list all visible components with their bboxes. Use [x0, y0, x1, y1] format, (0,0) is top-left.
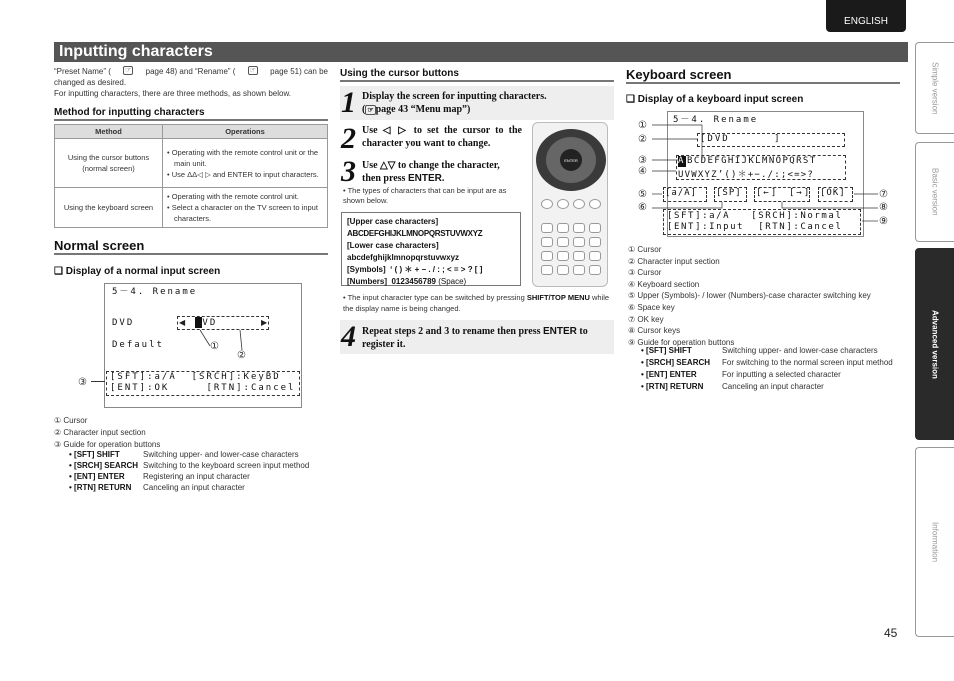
op-desc: Canceling an input character — [722, 382, 824, 391]
screen-title: 5－4. Rename — [112, 287, 198, 297]
list-item: • Operating with the remote control unit or the main unit. — [167, 147, 319, 168]
op-text: Select a character on the TV screen to input characters. — [171, 203, 318, 223]
marker-1: ① — [210, 341, 219, 352]
op-desc: Switching upper- and lower-case characters — [143, 450, 299, 459]
enter-key-label: ENTER — [543, 326, 577, 337]
legend-item: ⑨ Guide for operation buttons — [628, 337, 735, 347]
legend-item: ④ Keyboard section — [628, 279, 700, 289]
legend-item: ③ Guide for operation buttons — [54, 440, 161, 449]
intro-text — [54, 66, 328, 99]
step-3-line1: Use △▽ to change the character, — [362, 160, 500, 171]
op-key: • [SRCH] SEARCH — [69, 461, 139, 470]
kb-left-key[interactable]: [←] — [756, 188, 779, 198]
op-key: • [SFT] SHIFT — [641, 346, 692, 355]
op-text: Operating with the remote control unit. — [171, 192, 299, 201]
op-key: • [RTN] RETURN — [641, 382, 704, 391]
callout-lines — [200, 326, 250, 356]
normal-legend — [54, 415, 160, 451]
marker-2: ② — [237, 350, 246, 361]
step-3-then: then press — [362, 173, 406, 184]
cursor-buttons-heading-text: Using the cursor buttons — [340, 68, 459, 79]
op-row — [641, 369, 899, 380]
op-row — [69, 482, 327, 493]
kb-marker-6: ⑥ — [638, 202, 647, 213]
remote-button — [573, 223, 585, 233]
op-row — [69, 449, 327, 460]
normal-screen-heading — [54, 238, 328, 255]
charset-value: ABCDEFGHIJKLMNOPQRSTUVWXYZ — [347, 229, 483, 238]
enter-key-label: ENTER — [407, 173, 442, 184]
method-cell: Using the keyboard screen — [55, 188, 163, 228]
kb-right-key[interactable]: [→] — [789, 188, 812, 198]
kb-marker-1: ① — [638, 120, 647, 131]
intro-line1b: page 48) and “Rename” ( — [145, 67, 236, 76]
remote-button — [541, 237, 553, 247]
language-tab[interactable] — [826, 0, 906, 32]
side-tab-information[interactable] — [915, 447, 954, 637]
charset-numbers-row — [347, 276, 515, 288]
op-key: • [ENT] ENTER — [641, 370, 697, 379]
op-row — [69, 460, 327, 471]
op-desc: Switching to the keyboard screen input method — [143, 461, 310, 470]
op-desc: Registering an input character — [143, 472, 250, 481]
kb-space-key[interactable]: [SP] — [714, 187, 747, 202]
remote-number-pad — [539, 223, 603, 283]
step-4-end: to register it. — [362, 326, 588, 350]
remote-button — [573, 237, 585, 247]
shift-note-text: • The input character type can be switched by pressing — [343, 293, 525, 302]
step-number: 4 — [341, 320, 356, 353]
side-tab-label: Simple version — [930, 61, 940, 115]
kb-legend — [628, 244, 902, 348]
legend-item: ⑦ OK key — [628, 314, 664, 324]
op-row — [641, 357, 899, 368]
charset-box — [341, 212, 521, 286]
keyboard-screen-heading — [626, 67, 900, 84]
list-item: • Select a character on the TV screen to input characters. — [167, 203, 318, 223]
screen-dvd-label: DVD — [112, 318, 135, 328]
remote-button — [557, 199, 569, 209]
page-number: 45 — [884, 626, 898, 640]
legend-item: ③ Cursor — [628, 268, 662, 278]
title-bar — [54, 42, 908, 62]
remote-button — [557, 223, 569, 233]
remote-button — [541, 265, 553, 275]
op-key: • [SFT] SHIFT — [69, 450, 120, 459]
side-tab-basic[interactable] — [915, 142, 954, 242]
remote-button — [589, 265, 601, 275]
op-desc: For inputting a selected character — [722, 370, 841, 379]
kb-marker-7: ⑦ — [879, 189, 888, 200]
op-row — [641, 381, 899, 392]
ops-guide-line1: [SFT]:a/A [SRCH]:KeyBD — [110, 372, 281, 382]
shift-note — [343, 292, 613, 314]
side-tab-label: Basic version — [930, 168, 940, 216]
remote-button — [573, 265, 585, 275]
side-tab-label: Advanced version — [930, 309, 940, 379]
kb-screen-title: 5－4. Rename — [673, 115, 759, 125]
intro-line3: For inputting characters, there are three methods, as shown below. — [54, 89, 292, 98]
charset-symbols-row — [347, 264, 515, 276]
intro-line1a: “Preset Name” ( — [54, 67, 111, 76]
charset-label: [Symbols] — [347, 265, 386, 274]
legend-item: ① Cursor — [628, 245, 662, 254]
legend-item: ⑤ Upper (Symbols)- / lower (Numbers)-case character switching key — [628, 291, 871, 301]
remote-button — [573, 199, 585, 209]
remote-button — [557, 251, 569, 261]
table-header-row — [55, 125, 328, 139]
page-title: Inputting characters — [59, 43, 213, 60]
op-text: Use ΔΔ◁ ▷ and ENTER to input characters. — [171, 169, 319, 179]
kb-row-2[interactable]: UVWXYZ’()＊+−./:;<=>? — [678, 170, 814, 180]
side-tab-simple[interactable] — [915, 42, 954, 134]
charset-extra: (Space) — [438, 277, 467, 286]
op-text: Operating with the remote control unit or the main unit. — [171, 147, 319, 168]
kb-ops-line2: [ENT]:Input [RTN]:Cancel — [667, 222, 843, 232]
remote-button — [557, 265, 569, 275]
op-desc: For switching to the normal screen input method — [722, 358, 893, 367]
step-1-text — [362, 90, 610, 117]
intro-line1c: page 51) can be — [270, 67, 328, 76]
op-row — [641, 345, 899, 356]
remote-button — [589, 199, 601, 209]
charset-label: [Upper case characters] — [347, 217, 439, 226]
list-item: • Operating with the remote control unit. — [167, 192, 299, 201]
intro-line2: changed as desired. — [54, 78, 127, 87]
charset-note: • The types of characters that can be input are as shown below. — [343, 186, 507, 205]
remote-button — [589, 223, 601, 233]
col-method: Method — [55, 125, 163, 139]
legend-item: ⑥ Space key — [628, 302, 675, 312]
legend-item: ⑧ Cursor keys — [628, 326, 681, 336]
screen-default: Default — [112, 340, 164, 350]
page-ref-icon: ☞ — [367, 106, 374, 114]
remote-button — [541, 223, 553, 233]
normal-ops-list — [69, 449, 327, 493]
remote-transport-row — [539, 195, 603, 219]
step-3-line2: then press ENTER. — [362, 173, 445, 184]
kb-marker-2: ② — [638, 134, 647, 145]
kb-ops-list — [641, 345, 899, 392]
step-number: 1 — [341, 86, 356, 119]
op-key: • [SRCH] SEARCH — [641, 358, 711, 367]
marker-3: ③ — [78, 377, 87, 388]
callout-line — [91, 381, 105, 382]
ops-cell — [163, 139, 328, 188]
legend-item: ② Character input section — [54, 428, 146, 437]
kb-marker-5: ⑤ — [638, 189, 647, 200]
legend-item: ② Character input section — [628, 256, 720, 266]
remote-button — [589, 251, 601, 261]
cursor-buttons-heading — [340, 68, 614, 82]
paren: ( — [362, 104, 366, 115]
left-arrow-icon: ◀ — [179, 318, 186, 327]
kb-marker-3: ③ — [638, 155, 647, 166]
ops-guide-line2: [ENT]:OK [RTN]:Cancel — [110, 383, 296, 393]
remote-button — [557, 237, 569, 247]
table-row — [55, 188, 328, 228]
kb-input-value: [DVD ] — [700, 134, 782, 144]
input-field-value: DVD — [195, 318, 218, 328]
remote-button — [573, 251, 585, 261]
kb-row-1[interactable]: BCDEFGHIJKLMNOPQRST — [687, 156, 817, 166]
step-1-ref: page 43 “Menu map”) — [375, 104, 471, 115]
remote-button — [541, 199, 553, 209]
keyboard-screen-subheading: ❑ Display of a keyboard input screen — [626, 94, 804, 105]
remote-button — [541, 251, 553, 261]
normal-screen-heading-text: Normal screen — [54, 238, 145, 253]
table-row — [55, 139, 328, 188]
remote-control-image — [532, 122, 608, 287]
op-key: • [ENT] ENTER — [69, 472, 125, 481]
charset-value: abcdefghijklmnopqrstuvwxyz — [347, 253, 460, 262]
methods-heading-text: Method for inputting characters — [54, 107, 205, 118]
charset-label: [Lower case characters] — [347, 241, 439, 250]
op-key: • [RTN] RETURN — [69, 483, 132, 492]
kb-callout-lines — [650, 120, 880, 230]
side-tab-label: Information — [930, 521, 940, 563]
legend-item: ① Cursor — [54, 416, 88, 425]
right-arrow-icon: ▶ — [261, 318, 268, 327]
step-1-line2 — [362, 103, 610, 117]
step-4-text — [362, 325, 612, 351]
step-number: 2 — [341, 122, 356, 155]
list-item: • Use ΔΔ◁ ▷ and ENTER to input characters. — [167, 169, 319, 179]
remote-enter-button — [560, 149, 582, 171]
charset-label: [Numbers] — [347, 277, 388, 286]
kb-marker-9: ⑨ — [879, 216, 888, 227]
remote-enter-label: ENTER — [564, 157, 578, 163]
op-desc: Switching upper- and lower-case characters — [722, 346, 878, 355]
page-ref-icon: ☞ — [249, 67, 256, 74]
charset-value: ‘ ( ) ＊ + − . / : ; < = > ? [ ] — [390, 265, 483, 274]
methods-heading — [54, 107, 328, 121]
kb-case-key[interactable]: [a/A] — [663, 187, 707, 202]
methods-table — [54, 124, 328, 228]
col-operations: Operations — [163, 125, 328, 139]
kb-marker-4: ④ — [638, 166, 647, 177]
step-3-text — [362, 159, 522, 185]
kb-selected-char[interactable]: A — [678, 156, 686, 166]
side-tab-advanced[interactable] — [915, 248, 954, 440]
op-desc: Canceling an input character — [143, 483, 245, 492]
step-2-text: Use ◁ ▷ to set the cursor to the character you want to change. — [362, 125, 522, 149]
kb-ops-line1: [SFT]:a/A [SRCH]:Normal — [667, 211, 843, 221]
method-cell: Using the cursor buttons (normal screen) — [55, 139, 163, 188]
step-4-line: Repeat steps 2 and 3 to rename then press — [362, 326, 541, 337]
page-ref-icon: ☞ — [125, 67, 132, 74]
shift-note-text2: while the display name is being changed. — [343, 293, 610, 313]
charset-value: 0123456789 — [391, 277, 436, 286]
keyboard-screen-heading-text: Keyboard screen — [626, 67, 732, 82]
ops-cell — [163, 188, 328, 228]
op-row — [69, 471, 327, 482]
kb-marker-8: ⑧ — [879, 202, 888, 213]
kb-ok-key[interactable]: [OK] — [818, 187, 853, 202]
step-number: 3 — [341, 155, 356, 188]
step-1-line1: Display the screen for inputting characters. — [362, 91, 547, 102]
normal-screen-subheading: ❑ Display of a normal input screen — [54, 266, 221, 277]
shift-key-label: SHIFT/TOP MENU — [526, 293, 590, 302]
remote-button — [589, 237, 601, 247]
language-label: ENGLISH — [844, 15, 888, 27]
